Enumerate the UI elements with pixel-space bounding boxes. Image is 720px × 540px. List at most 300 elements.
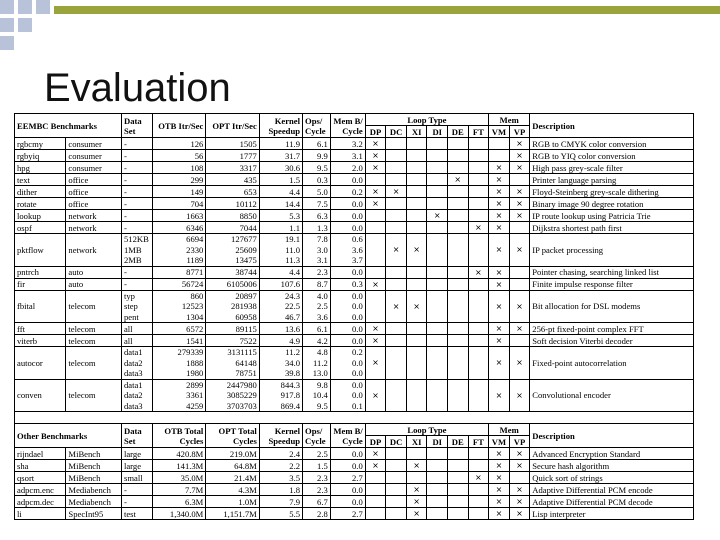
- cell-ops-cycle: 6.1: [303, 138, 331, 150]
- cell-mark: [427, 448, 448, 460]
- header-mem-col: VM: [489, 436, 510, 448]
- cell-mark: [427, 186, 448, 198]
- cell-kernel-speedup: 30.6: [259, 162, 302, 174]
- cell-mem-cycle: 0.0: [330, 323, 365, 335]
- cell-opt: 653: [206, 186, 259, 198]
- check-mark-icon: ×: [495, 336, 503, 345]
- cell-mark: [489, 278, 510, 290]
- check-mark-icon: ×: [454, 175, 462, 184]
- check-mark-icon: ×: [372, 449, 379, 458]
- cell-mem-cycle: 2.0: [330, 162, 365, 174]
- cell-otb: 141.3M: [152, 460, 205, 472]
- cell-ops-cycle: 2.8: [303, 508, 331, 520]
- cell-data-set: -: [121, 138, 152, 150]
- cell-mark: [509, 266, 530, 278]
- cell-mark: [406, 174, 427, 186]
- cell-opt: 127677 25609 13475: [206, 234, 259, 267]
- table-row: [15, 484, 694, 496]
- cell-benchmark: autocor: [15, 347, 66, 380]
- cell-mark: [489, 335, 510, 347]
- cell-opt: 10112: [206, 198, 259, 210]
- cell-category: SpecInt95: [66, 508, 122, 520]
- cell-mark: [365, 448, 386, 460]
- table-row: [15, 198, 694, 210]
- cell-benchmark: lookup: [15, 210, 66, 222]
- cell-mark: [427, 222, 448, 234]
- cell-mark: [489, 138, 510, 150]
- cell-otb: 8771: [152, 266, 205, 278]
- cell-ops-cycle: 1.5: [303, 460, 331, 472]
- cell-mark: [468, 448, 489, 460]
- cell-mark: [448, 335, 469, 347]
- cell-benchmark: adpcm.dec: [15, 496, 66, 508]
- cell-opt: 2447980 3085229 3703703: [206, 379, 259, 412]
- cell-mark: [448, 278, 469, 290]
- cell-mark: [448, 186, 469, 198]
- cell-mark: [427, 335, 448, 347]
- cell-ops-cycle: 9.9: [303, 150, 331, 162]
- cell-mark: [365, 174, 386, 186]
- check-mark-icon: ×: [516, 324, 523, 333]
- cell-description: RGB to YIQ color conversion: [530, 150, 694, 162]
- header-loop-col: XI: [406, 126, 427, 138]
- cell-category: telecom: [66, 379, 122, 412]
- cell-otb: 149: [152, 186, 205, 198]
- cell-category: MiBench: [66, 448, 122, 460]
- deco-square: [0, 18, 14, 32]
- cell-mark: [509, 472, 530, 484]
- cell-mark: [448, 496, 469, 508]
- cell-data-set: -: [121, 278, 152, 290]
- cell-mark: [468, 335, 489, 347]
- cell-mem-cycle: 0.0 0.0 0.0: [330, 290, 365, 323]
- cell-benchmark: qsort: [15, 472, 66, 484]
- check-mark-icon: ×: [516, 187, 523, 196]
- cell-kernel-speedup: 107.6: [259, 278, 302, 290]
- check-mark-icon: ×: [516, 211, 523, 220]
- cell-mem-cycle: 3.1: [330, 150, 365, 162]
- cell-otb: 420.8M: [152, 448, 205, 460]
- cell-mark: [386, 496, 407, 508]
- table-row: [15, 186, 694, 198]
- cell-mem-cycle: 0.6 3.6 3.7: [330, 234, 365, 267]
- cell-mark: [365, 472, 386, 484]
- cell-mark: [509, 484, 530, 496]
- cell-mark: [406, 162, 427, 174]
- cell-benchmark: rotate: [15, 198, 66, 210]
- cell-category: consumer: [66, 162, 122, 174]
- cell-mark: [406, 496, 427, 508]
- cell-kernel-speedup: 4.4: [259, 266, 302, 278]
- cell-mark: [489, 460, 510, 472]
- cell-mark: [509, 496, 530, 508]
- cell-mark: [448, 174, 469, 186]
- header-data-set: Data Set: [121, 114, 152, 138]
- cell-mark: [406, 347, 427, 380]
- cell-ops-cycle: 5.0: [303, 186, 331, 198]
- cell-opt: 21.4M: [206, 472, 259, 484]
- cell-mark: [489, 472, 510, 484]
- cell-mark: [448, 460, 469, 472]
- cell-mark: [365, 379, 386, 412]
- check-mark-icon: ×: [516, 485, 523, 494]
- cell-description: Adaptive Differential PCM encode: [530, 484, 694, 496]
- cell-mark: [386, 484, 407, 496]
- cell-mark: [427, 496, 448, 508]
- cell-mark: [448, 222, 469, 234]
- cell-category: office: [66, 186, 122, 198]
- cell-mark: [468, 198, 489, 210]
- cell-mark: [489, 508, 510, 520]
- cell-mark: [448, 210, 469, 222]
- header-mem-col: VP: [509, 436, 530, 448]
- cell-mark: [386, 138, 407, 150]
- cell-category: network: [66, 234, 122, 267]
- cell-otb: 56: [152, 150, 205, 162]
- cell-otb: 6694 2330 1189: [152, 234, 205, 267]
- cell-data-set: all: [121, 323, 152, 335]
- cell-benchmark: viterb: [15, 335, 66, 347]
- cell-mem-cycle: 0.2: [330, 186, 365, 198]
- cell-description: RGB to CMYK color conversion: [530, 138, 694, 150]
- cell-mark: [386, 198, 407, 210]
- cell-description: Secure hash algorithm: [530, 460, 694, 472]
- cell-description: Advanced Encryption Standard: [530, 448, 694, 460]
- cell-description: Adaptive Differential PCM decode: [530, 496, 694, 508]
- accent-bar: [54, 6, 720, 14]
- cell-otb: 2899 3361 4259: [152, 379, 205, 412]
- cell-mark: [489, 496, 510, 508]
- cell-benchmark: rijndael: [15, 448, 66, 460]
- cell-category: Mediabench: [66, 496, 122, 508]
- cell-mem-cycle: 0.3: [330, 278, 365, 290]
- deco-square: [36, 0, 50, 14]
- cell-mark: [406, 323, 427, 335]
- cell-description: IP route lookup using Patricia Trie: [530, 210, 694, 222]
- table-row: [15, 210, 694, 222]
- check-mark-icon: ×: [495, 461, 503, 470]
- cell-otb: 704: [152, 198, 205, 210]
- cell-data-set: data1 data2 data3: [121, 379, 152, 412]
- cell-data-set: -: [121, 496, 152, 508]
- cell-opt: 1,151.7M: [206, 508, 259, 520]
- cell-category: Mediabench: [66, 484, 122, 496]
- cell-mark: [489, 150, 510, 162]
- cell-mark: [468, 222, 489, 234]
- cell-mark: [509, 210, 530, 222]
- cell-mark: [489, 186, 510, 198]
- check-mark-icon: ×: [495, 279, 503, 289]
- check-mark-icon: ×: [413, 461, 420, 470]
- header-loop-col: DI: [427, 126, 448, 138]
- check-mark-icon: ×: [413, 509, 420, 518]
- cell-mark: [427, 347, 448, 380]
- check-mark-icon: ×: [495, 301, 503, 311]
- cell-data-set: -: [121, 222, 152, 234]
- check-mark-icon: ×: [516, 151, 523, 160]
- cell-kernel-speedup: 1.8: [259, 484, 302, 496]
- cell-description: Convolutional encoder: [530, 379, 694, 412]
- cell-mark: [509, 150, 530, 162]
- cell-mark: [365, 186, 386, 198]
- cell-opt: 1.0M: [206, 496, 259, 508]
- check-mark-icon: ×: [372, 279, 379, 289]
- check-mark-icon: ×: [372, 139, 379, 148]
- cell-mark: [489, 234, 510, 267]
- cell-mark: [448, 448, 469, 460]
- cell-mark: [509, 222, 530, 234]
- cell-ops-cycle: 9.5: [303, 162, 331, 174]
- deco-square: [18, 0, 32, 14]
- cell-mark: [448, 162, 469, 174]
- cell-mark: [386, 347, 407, 380]
- cell-description: Pointer chasing, searching linked list: [530, 266, 694, 278]
- cell-mark: [509, 278, 530, 290]
- cell-description: Lisp interpreter: [530, 508, 694, 520]
- check-mark-icon: ×: [372, 336, 379, 345]
- table-row: [15, 290, 694, 323]
- cell-data-set: -: [121, 210, 152, 222]
- cell-otb: 6572: [152, 323, 205, 335]
- cell-mark: [509, 347, 530, 380]
- table-row: [15, 266, 694, 278]
- cell-mark: [448, 138, 469, 150]
- cell-mark: [406, 266, 427, 278]
- cell-mark: [468, 278, 489, 290]
- cell-otb: 279339 1888 1980: [152, 347, 205, 380]
- cell-mark: [365, 484, 386, 496]
- cell-mark: [509, 234, 530, 267]
- cell-mark: [489, 174, 510, 186]
- cell-mark: [386, 335, 407, 347]
- cell-mark: [427, 198, 448, 210]
- cell-mark: [427, 266, 448, 278]
- cell-mark: [448, 290, 469, 323]
- cell-mark: [386, 290, 407, 323]
- cell-mark: [489, 290, 510, 323]
- cell-data-set: small: [121, 472, 152, 484]
- cell-mark: [427, 484, 448, 496]
- cell-mark: [489, 347, 510, 380]
- table-row: [15, 508, 694, 520]
- check-mark-icon: ×: [392, 301, 400, 311]
- cell-mem-cycle: 0.2 0.0 0.0: [330, 347, 365, 380]
- check-mark-icon: ×: [495, 245, 503, 255]
- check-mark-icon: ×: [516, 301, 523, 311]
- cell-mark: [406, 484, 427, 496]
- cell-ops-cycle: 1.3: [303, 222, 331, 234]
- deco-square: [0, 0, 14, 14]
- cell-data-set: large: [121, 448, 152, 460]
- cell-mark: [509, 448, 530, 460]
- cell-description: High pass grey-scale filter: [530, 162, 694, 174]
- cell-mark: [468, 508, 489, 520]
- cell-mark: [427, 290, 448, 323]
- cell-ops-cycle: 7.5: [303, 198, 331, 210]
- cell-mark: [406, 508, 427, 520]
- cell-mark: [489, 379, 510, 412]
- cell-kernel-speedup: 1.5: [259, 174, 302, 186]
- header-otb: OTB Total Cycles: [152, 424, 205, 448]
- check-mark-icon: ×: [495, 449, 503, 458]
- table-row: [15, 234, 694, 267]
- cell-data-set: test: [121, 508, 152, 520]
- cell-description: Fixed-point autocorrelation: [530, 347, 694, 380]
- cell-category: MiBench: [66, 472, 122, 484]
- cell-mark: [448, 234, 469, 267]
- cell-mark: [448, 323, 469, 335]
- cell-mark: [365, 234, 386, 267]
- cell-mark: [427, 472, 448, 484]
- cell-category: office: [66, 198, 122, 210]
- check-mark-icon: ×: [516, 509, 523, 518]
- cell-mark: [509, 198, 530, 210]
- cell-data-set: large: [121, 460, 152, 472]
- deco-square: [18, 18, 32, 32]
- header-loop-col: DP: [365, 126, 386, 138]
- cell-category: office: [66, 174, 122, 186]
- cell-mark: [406, 335, 427, 347]
- cell-kernel-speedup: 7.9: [259, 496, 302, 508]
- cell-mark: [509, 379, 530, 412]
- cell-data-set: -: [121, 484, 152, 496]
- header-data-set: Data Set: [121, 424, 152, 448]
- cell-ops-cycle: 2.3: [303, 266, 331, 278]
- cell-category: telecom: [66, 290, 122, 323]
- cell-mem-cycle: 3.2: [330, 138, 365, 150]
- cell-otb: 7.7M: [152, 484, 205, 496]
- cell-mark: [365, 508, 386, 520]
- table-row: [15, 278, 694, 290]
- cell-kernel-speedup: 14.4: [259, 198, 302, 210]
- cell-otb: 6.3M: [152, 496, 205, 508]
- cell-mark: [365, 138, 386, 150]
- check-mark-icon: ×: [392, 245, 400, 255]
- header-opt: OPT Total Cycles: [206, 424, 259, 448]
- cell-mark: [365, 266, 386, 278]
- cell-ops-cycle: 2.3: [303, 484, 331, 496]
- cell-mark: [365, 162, 386, 174]
- deco-square: [0, 36, 14, 50]
- cell-description: Bit allocation for DSL modems: [530, 290, 694, 323]
- table-spacer: [15, 412, 694, 424]
- cell-mark: [468, 496, 489, 508]
- cell-mem-cycle: 0.0: [330, 448, 365, 460]
- cell-description: Dijkstra shortest path first: [530, 222, 694, 234]
- header-description: Description: [530, 114, 694, 138]
- cell-mark: [489, 210, 510, 222]
- header-loop-col: XI: [406, 436, 427, 448]
- header-otb: OTB Itr/Sec: [152, 114, 205, 138]
- cell-benchmark: li: [15, 508, 66, 520]
- table-row: [15, 150, 694, 162]
- header-benchmarks: EEMBC Benchmarks: [15, 114, 122, 138]
- check-mark-icon: ×: [495, 358, 503, 368]
- cell-mark: [448, 150, 469, 162]
- cell-opt: 7522: [206, 335, 259, 347]
- cell-mark: [386, 278, 407, 290]
- cell-mark: [468, 186, 489, 198]
- header-kernel-speedup: Kernel Speedup: [259, 114, 302, 138]
- cell-mark: [427, 278, 448, 290]
- cell-description: Floyd-Steinberg grey-scale dithering: [530, 186, 694, 198]
- header-loop-col: DI: [427, 436, 448, 448]
- cell-category: telecom: [66, 323, 122, 335]
- cell-mark: [406, 138, 427, 150]
- check-mark-icon: ×: [372, 358, 379, 368]
- cell-data-set: -: [121, 150, 152, 162]
- cell-mark: [406, 460, 427, 472]
- cell-mark: [489, 222, 510, 234]
- cell-mark: [386, 508, 407, 520]
- cell-benchmark: rgbcmy: [15, 138, 66, 150]
- check-mark-icon: ×: [495, 175, 503, 184]
- cell-kernel-speedup: 1.1: [259, 222, 302, 234]
- cell-data-set: -: [121, 198, 152, 210]
- cell-mark: [365, 323, 386, 335]
- cell-mark: [448, 347, 469, 380]
- cell-mark: [448, 198, 469, 210]
- header-loop-type: Loop Type: [365, 114, 488, 126]
- cell-mark: [427, 234, 448, 267]
- cell-otb: 35.0M: [152, 472, 205, 484]
- cell-mark: [427, 323, 448, 335]
- cell-mark: [468, 210, 489, 222]
- header-ops-cycle: Ops/ Cycle: [303, 114, 331, 138]
- cell-data-set: -: [121, 186, 152, 198]
- cell-description: Finite impulse response filter: [530, 278, 694, 290]
- cell-mark: [489, 484, 510, 496]
- check-mark-icon: ×: [372, 187, 379, 196]
- check-mark-icon: ×: [433, 211, 441, 220]
- cell-category: consumer: [66, 150, 122, 162]
- header-kernel-speedup: Kernel Speedup: [259, 424, 302, 448]
- cell-opt: 4.3M: [206, 484, 259, 496]
- cell-kernel-speedup: 5.5: [259, 508, 302, 520]
- cell-mem-cycle: 0.0: [330, 266, 365, 278]
- cell-mark: [406, 222, 427, 234]
- check-mark-icon: ×: [495, 187, 503, 196]
- cell-mark: [489, 323, 510, 335]
- cell-kernel-speedup: 11.2 34.0 39.8: [259, 347, 302, 380]
- cell-data-set: 512KB 1MB 2MB: [121, 234, 152, 267]
- cell-ops-cycle: 8.7: [303, 278, 331, 290]
- check-mark-icon: ×: [372, 324, 379, 333]
- check-mark-icon: ×: [516, 390, 523, 400]
- cell-mark: [406, 448, 427, 460]
- check-mark-icon: ×: [495, 497, 503, 506]
- check-mark-icon: ×: [495, 211, 503, 220]
- cell-category: telecom: [66, 347, 122, 380]
- cell-mark: [365, 496, 386, 508]
- cell-mark: [448, 266, 469, 278]
- header-loop-col: FT: [468, 436, 489, 448]
- cell-data-set: -: [121, 266, 152, 278]
- header-mem-cycle: Mem B/ Cycle: [330, 114, 365, 138]
- cell-mark: [386, 186, 407, 198]
- header-loop-col: FT: [468, 126, 489, 138]
- cell-mark: [468, 484, 489, 496]
- check-mark-icon: ×: [495, 163, 503, 172]
- header-mem-group: Mem: [489, 114, 530, 126]
- cell-kernel-speedup: 24.3 22.5 46.7: [259, 290, 302, 323]
- header-opt: OPT Itr/Sec: [206, 114, 259, 138]
- cell-mark: [468, 174, 489, 186]
- cell-kernel-speedup: 844.3 917.8 869.4: [259, 379, 302, 412]
- cell-ops-cycle: 2.3: [303, 472, 331, 484]
- cell-mark: [386, 162, 407, 174]
- check-mark-icon: ×: [495, 509, 503, 518]
